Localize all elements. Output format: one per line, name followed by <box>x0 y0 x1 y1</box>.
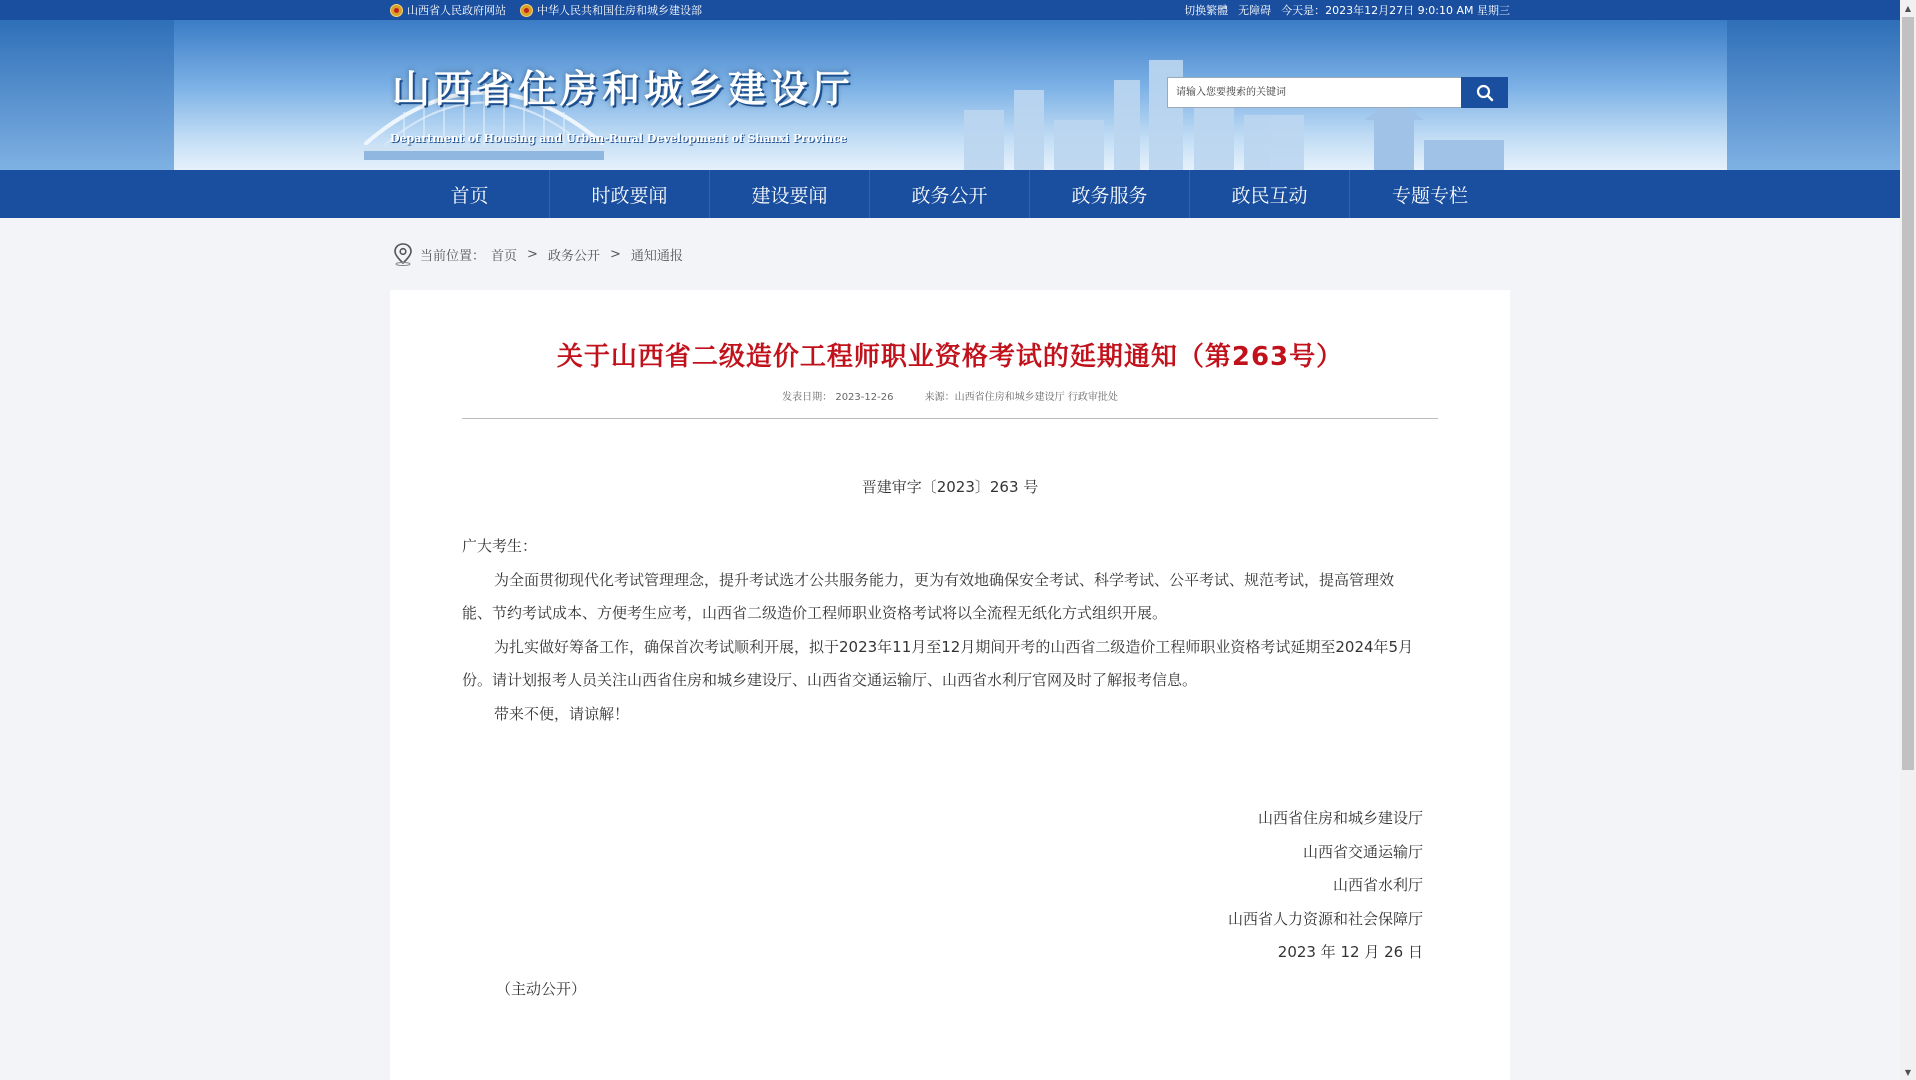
nav-item-special-topics[interactable]: 专题专栏 <box>1391 184 1468 207</box>
breadcrumb-home[interactable]: 首页 <box>491 248 518 264</box>
nav-item-construction-news[interactable]: 建设要闻 <box>710 170 870 218</box>
article-title: 关于山西省二级造价工程师职业资格考试的延期通知（第263号） <box>556 342 1344 372</box>
ministry-site-link[interactable] <box>520 2 702 18</box>
nav-item-home[interactable]: 首页 <box>390 170 550 218</box>
gov-site-link[interactable] <box>390 2 506 18</box>
article-source: 来源：山西省住房和城乡建设厅 行政审批处 <box>924 392 1118 403</box>
signature-block <box>1228 802 1423 970</box>
breadcrumb-separator: > <box>527 246 538 262</box>
gov-site-link-label: 山西省人民政府网站 <box>407 4 506 17</box>
national-emblem-icon <box>520 4 533 17</box>
top-bar <box>0 0 1900 20</box>
banner-left-fill <box>0 20 174 170</box>
signature-org: 山西省住房和城乡建设厅 <box>1257 809 1423 827</box>
paragraph: 为全面贯彻现代化考试管理理念，提升考试选才公共服务能力，更为有效地确保安全考试、科学考试、公平考试、规范考试，提高管理效能、节约考试成本、方便考生应考，山西省二级造价工程师职业资格考试将以全流程无纸化方式组织开展。 <box>462 570 1395 622</box>
title-divider <box>462 418 1438 419</box>
signature-org: 山西省水利厅 <box>1332 876 1423 894</box>
ministry-site-link-label: 中华人民共和国住房和城乡建设部 <box>537 4 702 17</box>
breadcrumb <box>392 242 683 266</box>
banner-right-fill <box>1727 20 1900 170</box>
accessibility-link[interactable]: 无障碍 <box>1238 4 1272 17</box>
nav-item-politics-news[interactable]: 时政要闻 <box>550 170 710 218</box>
current-date: 今天是：2023年12月27日 9:0:10 AM 星期三 <box>1281 4 1510 17</box>
search-button[interactable] <box>1461 77 1508 108</box>
breadcrumb-gov-affairs[interactable]: 政务公开 <box>547 248 600 264</box>
scroll-down-arrow-icon[interactable]: ▼ <box>1904 1067 1912 1077</box>
search-box <box>1167 77 1508 108</box>
disclosure-type: （主动公开） <box>496 980 587 998</box>
paragraph: 为扎实做好筹备工作，确保首次考试顺利开展，拟于2023年11月至12月期间开考的山西省二级造价工程师职业资格考试延期至2024年5月份。请计划报考人员关注山西省住房和城乡建设厅、山西省交通运输厅、山西省水利厅官网及时了解报考信息。 <box>462 637 1414 689</box>
location-pin-icon <box>392 242 414 266</box>
nav-item-gov-affairs-disclosure[interactable]: 政务公开 <box>870 170 1030 218</box>
breadcrumb-label: 当前位置： <box>420 248 486 264</box>
greeting: 广大考生： <box>462 537 538 555</box>
city-skyline-illustration <box>954 50 1514 170</box>
document-number: 晋建审字〔2023〕263 号 <box>861 478 1039 496</box>
signature-org: 山西省交通运输厅 <box>1302 842 1423 861</box>
scroll-up-arrow-icon[interactable]: ▲ <box>1904 3 1912 13</box>
nav-item-gov-services[interactable]: 政务服务 <box>1030 170 1190 218</box>
breadcrumb-notices[interactable]: 通知通报 <box>630 248 683 264</box>
nav-item-public-interaction[interactable]: 政民互动 <box>1190 170 1350 218</box>
switch-traditional-link[interactable]: 切换繁體 <box>1184 4 1229 17</box>
national-emblem-icon <box>390 4 403 17</box>
article-body <box>462 530 1423 731</box>
scrollbar-thumb[interactable] <box>1902 17 1914 770</box>
search-icon <box>1476 84 1494 102</box>
paragraph: 带来不便，请谅解！ <box>494 704 630 723</box>
publish-date: 发表日期： 2023-12-26 <box>782 392 894 403</box>
vertical-scrollbar[interactable] <box>1900 0 1916 1080</box>
search-input[interactable] <box>1167 77 1461 108</box>
breadcrumb-separator: > <box>609 246 621 262</box>
header-banner <box>0 20 1900 170</box>
article-card <box>390 290 1510 1080</box>
site-title: 山西省住房和城乡建设厅 <box>392 66 855 111</box>
main-nav <box>0 170 1900 218</box>
site-subtitle: Department of Housing and Urban-Rural Development of Shanxi Province <box>390 132 847 145</box>
signature-org: 山西省人力资源和社会保障厅 <box>1227 909 1423 928</box>
signature-date: 2023 年 12 月 26 日 <box>1277 943 1423 961</box>
article-meta <box>390 388 1510 403</box>
